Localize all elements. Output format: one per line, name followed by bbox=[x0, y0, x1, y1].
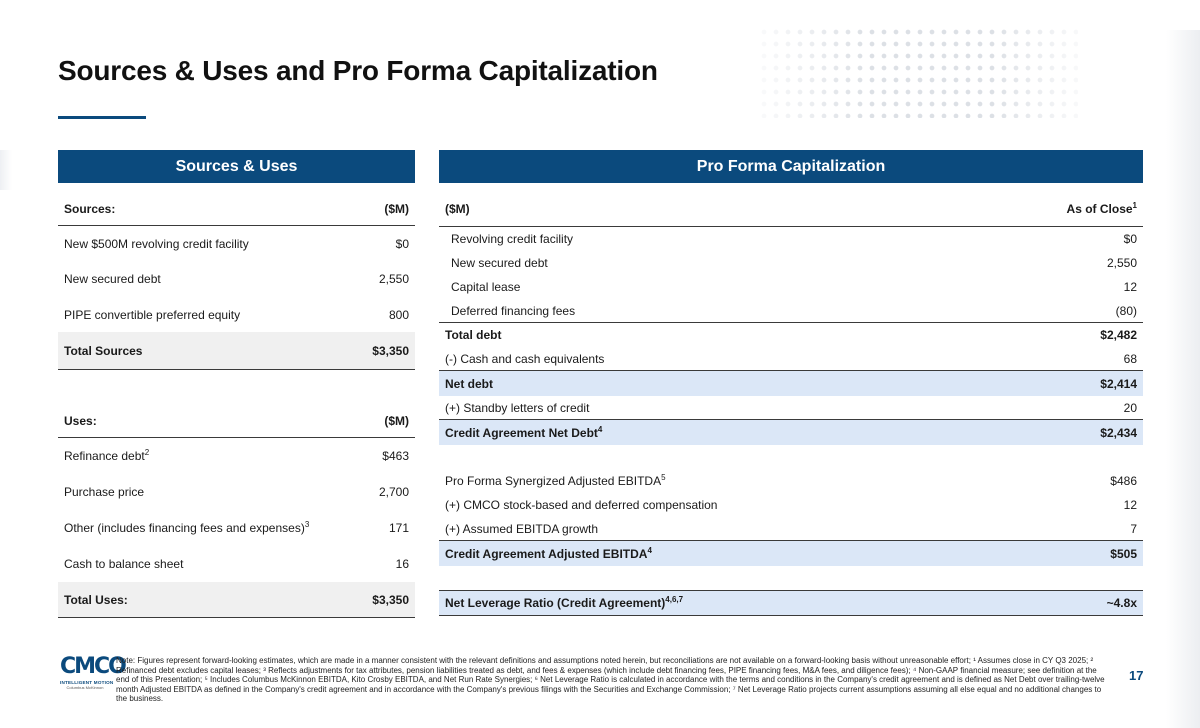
row-value: $0 bbox=[395, 236, 409, 251]
row-label bbox=[64, 557, 183, 571]
table-row bbox=[58, 261, 415, 297]
uses-table bbox=[58, 404, 415, 618]
dot-pattern-fade bbox=[740, 20, 1100, 130]
footnote-ref: 3 bbox=[304, 520, 310, 529]
uses-unit: ($M) bbox=[384, 413, 409, 428]
table-row bbox=[58, 297, 415, 332]
row-label: Total Uses: bbox=[64, 592, 128, 607]
row-label: (+) CMCO stock-based and deferred compensation bbox=[445, 498, 718, 512]
row-label: (-) Cash and cash equivalents bbox=[445, 351, 605, 366]
row-value: 16 bbox=[395, 557, 409, 571]
footnote-text: Note: Figures represent forward-looking estimates, which are made in a manner consistent with the relevant definitions and assumptions noted herein, but reconciliations are not available on a forward-looking basis without unreasonable effort; ¹ Assumes close in CY Q3 2025; ² Refinanced debt excludes capital leases; ³ Reflects adjustments for tax attributes, pension liabilities treated as debt, and fees & expenses (which include debt financing fees, PIPE financing fees, M&A fees, and diligence fees); ⁴ Non-GAAP financial measure; see definition at the end of this Presentation; ⁵ Includes Columbus McKinnon EBITDA, Kito Crosby EBITDA, and Net Run Rate Synergies; ⁶ Net Leverage Ratio is calculated in accordance with the terms and conditions in the Company's credit agreement and is defined as Net Debt over trailing-twelve month Adjusted EBITDA as defined in the Company's credit agreement and in accordance with the Company's previous filings with the Securities and Exchange Commission; ⁷ Net Leverage Ratio projects current assumptions assuming all else equal and no additional changes to the business. bbox=[116, 656, 1105, 703]
row-label-text: Refinance debt bbox=[64, 449, 145, 463]
row-label: Revolving credit facility bbox=[451, 232, 574, 246]
row-label bbox=[64, 485, 144, 499]
row-value: $486 bbox=[1110, 473, 1137, 488]
net-debt-row bbox=[439, 371, 1143, 396]
sources-unit: ($M) bbox=[384, 201, 409, 216]
row-label: New secured debt bbox=[64, 272, 161, 286]
logo-mark bbox=[60, 654, 125, 679]
row-label: Deferred financing fees bbox=[451, 303, 576, 318]
row-value: 7 bbox=[1130, 521, 1137, 536]
logo-subtitle: Columbus McKinnon bbox=[66, 685, 104, 690]
sources-uses-header: Sources & Uses bbox=[58, 150, 415, 183]
uses-header-row bbox=[58, 404, 415, 438]
row-label-text: Pro Forma Synergized Adjusted EBITDA bbox=[445, 473, 662, 488]
capitalization-table bbox=[439, 192, 1143, 616]
row-label: (+) Standby letters of credit bbox=[445, 400, 590, 415]
row-label: Total Sources bbox=[64, 343, 143, 358]
row-label-text: Net Leverage Ratio (Credit Agreement) bbox=[445, 596, 666, 610]
table-row bbox=[439, 227, 1143, 251]
row-value: 20 bbox=[1123, 400, 1137, 415]
row-label: PIPE convertible preferred equity bbox=[64, 307, 241, 322]
row-value: 800 bbox=[388, 307, 409, 322]
row-value: 2,550 bbox=[378, 272, 409, 286]
footnote-ref: 4 bbox=[647, 545, 652, 555]
row-label: Net debt bbox=[445, 376, 493, 391]
decorative-right-band bbox=[1166, 30, 1200, 728]
row-value: 2,550 bbox=[1106, 256, 1137, 270]
title-underline bbox=[58, 116, 146, 119]
row-value: 2,700 bbox=[378, 485, 409, 499]
sources-label: Sources: bbox=[64, 201, 116, 216]
footnote-ref: 5 bbox=[661, 472, 666, 482]
row-label-text: Credit Agreement Adjusted EBITDA bbox=[445, 546, 648, 561]
ca-net-debt-row bbox=[439, 420, 1143, 445]
table-row bbox=[58, 438, 415, 474]
standby-row bbox=[439, 396, 1143, 420]
row-label: New $500M revolving credit facility bbox=[64, 236, 249, 251]
uses-label: Uses: bbox=[64, 413, 97, 428]
logo-text: CMCO bbox=[60, 654, 125, 679]
table-row bbox=[439, 299, 1143, 323]
row-value: (80) bbox=[1115, 303, 1137, 318]
row-label bbox=[64, 521, 309, 535]
row-value: $2,482 bbox=[1100, 328, 1137, 342]
growth-row bbox=[439, 517, 1143, 541]
row-label-text: Purchase price bbox=[64, 485, 145, 499]
logo-tagline: INTELLIGENT MOTION bbox=[60, 680, 114, 685]
page-title: Sources & Uses and Pro Forma Capitalization bbox=[58, 55, 658, 86]
row-value: 171 bbox=[388, 521, 409, 535]
row-value: $505 bbox=[1110, 546, 1137, 561]
total-uses-row bbox=[58, 582, 415, 618]
row-label bbox=[445, 547, 652, 561]
footnote-ref: 4 bbox=[597, 424, 603, 434]
row-label: (+) Assumed EBITDA growth bbox=[445, 521, 599, 536]
table-row bbox=[439, 275, 1143, 299]
as-of-text: As of Close bbox=[1066, 202, 1133, 216]
row-label: Total debt bbox=[445, 328, 502, 342]
row-label bbox=[445, 426, 602, 440]
sources-table bbox=[58, 192, 415, 370]
spacer bbox=[439, 445, 1143, 468]
company-logo bbox=[60, 654, 125, 702]
table-row bbox=[58, 474, 415, 510]
row-label bbox=[445, 596, 683, 610]
as-of-label bbox=[1067, 202, 1137, 216]
sources-header-row bbox=[58, 192, 415, 226]
row-value: 12 bbox=[1123, 280, 1137, 294]
footnote-ref: 2 bbox=[144, 448, 150, 457]
row-value: ~4.8x bbox=[1106, 596, 1137, 610]
row-label-text: Credit Agreement Net Debt bbox=[445, 425, 598, 440]
row-label: Capital lease bbox=[451, 280, 521, 294]
table-row bbox=[58, 546, 415, 582]
row-value: $3,350 bbox=[372, 343, 409, 358]
footnote-ref: 1 bbox=[1132, 201, 1137, 210]
row-value: $463 bbox=[382, 449, 409, 463]
table-row bbox=[58, 226, 415, 261]
stock-comp-row bbox=[439, 493, 1143, 517]
row-value: 12 bbox=[1123, 498, 1137, 512]
spacer bbox=[439, 566, 1143, 590]
row-label-text: Cash to balance sheet bbox=[64, 557, 184, 571]
row-value: $2,414 bbox=[1100, 376, 1137, 391]
ca-ebitda-row bbox=[439, 541, 1143, 566]
row-value: $3,350 bbox=[372, 592, 409, 607]
row-label bbox=[64, 449, 149, 463]
row-label-text: Other (includes financing fees and expenses) bbox=[64, 521, 305, 535]
unit-label: ($M) bbox=[445, 202, 470, 216]
footnote-ref: 4,6,7 bbox=[665, 595, 684, 604]
leverage-row bbox=[439, 590, 1143, 616]
row-value: $2,434 bbox=[1100, 425, 1137, 440]
total-debt-row bbox=[439, 323, 1143, 347]
row-label: New secured debt bbox=[451, 256, 548, 270]
capitalization-header: Pro Forma Capitalization bbox=[439, 150, 1143, 183]
total-sources-row bbox=[58, 332, 415, 370]
row-label bbox=[445, 474, 666, 488]
ebitda-row bbox=[439, 468, 1143, 493]
cash-row bbox=[439, 347, 1143, 371]
page-number: 17 bbox=[1129, 668, 1144, 683]
table-row bbox=[439, 251, 1143, 275]
decorative-left-band bbox=[0, 150, 12, 190]
capitalization-header-row bbox=[439, 192, 1143, 227]
row-value: 68 bbox=[1123, 351, 1137, 366]
table-row bbox=[58, 510, 415, 546]
row-value: $0 bbox=[1123, 232, 1137, 246]
